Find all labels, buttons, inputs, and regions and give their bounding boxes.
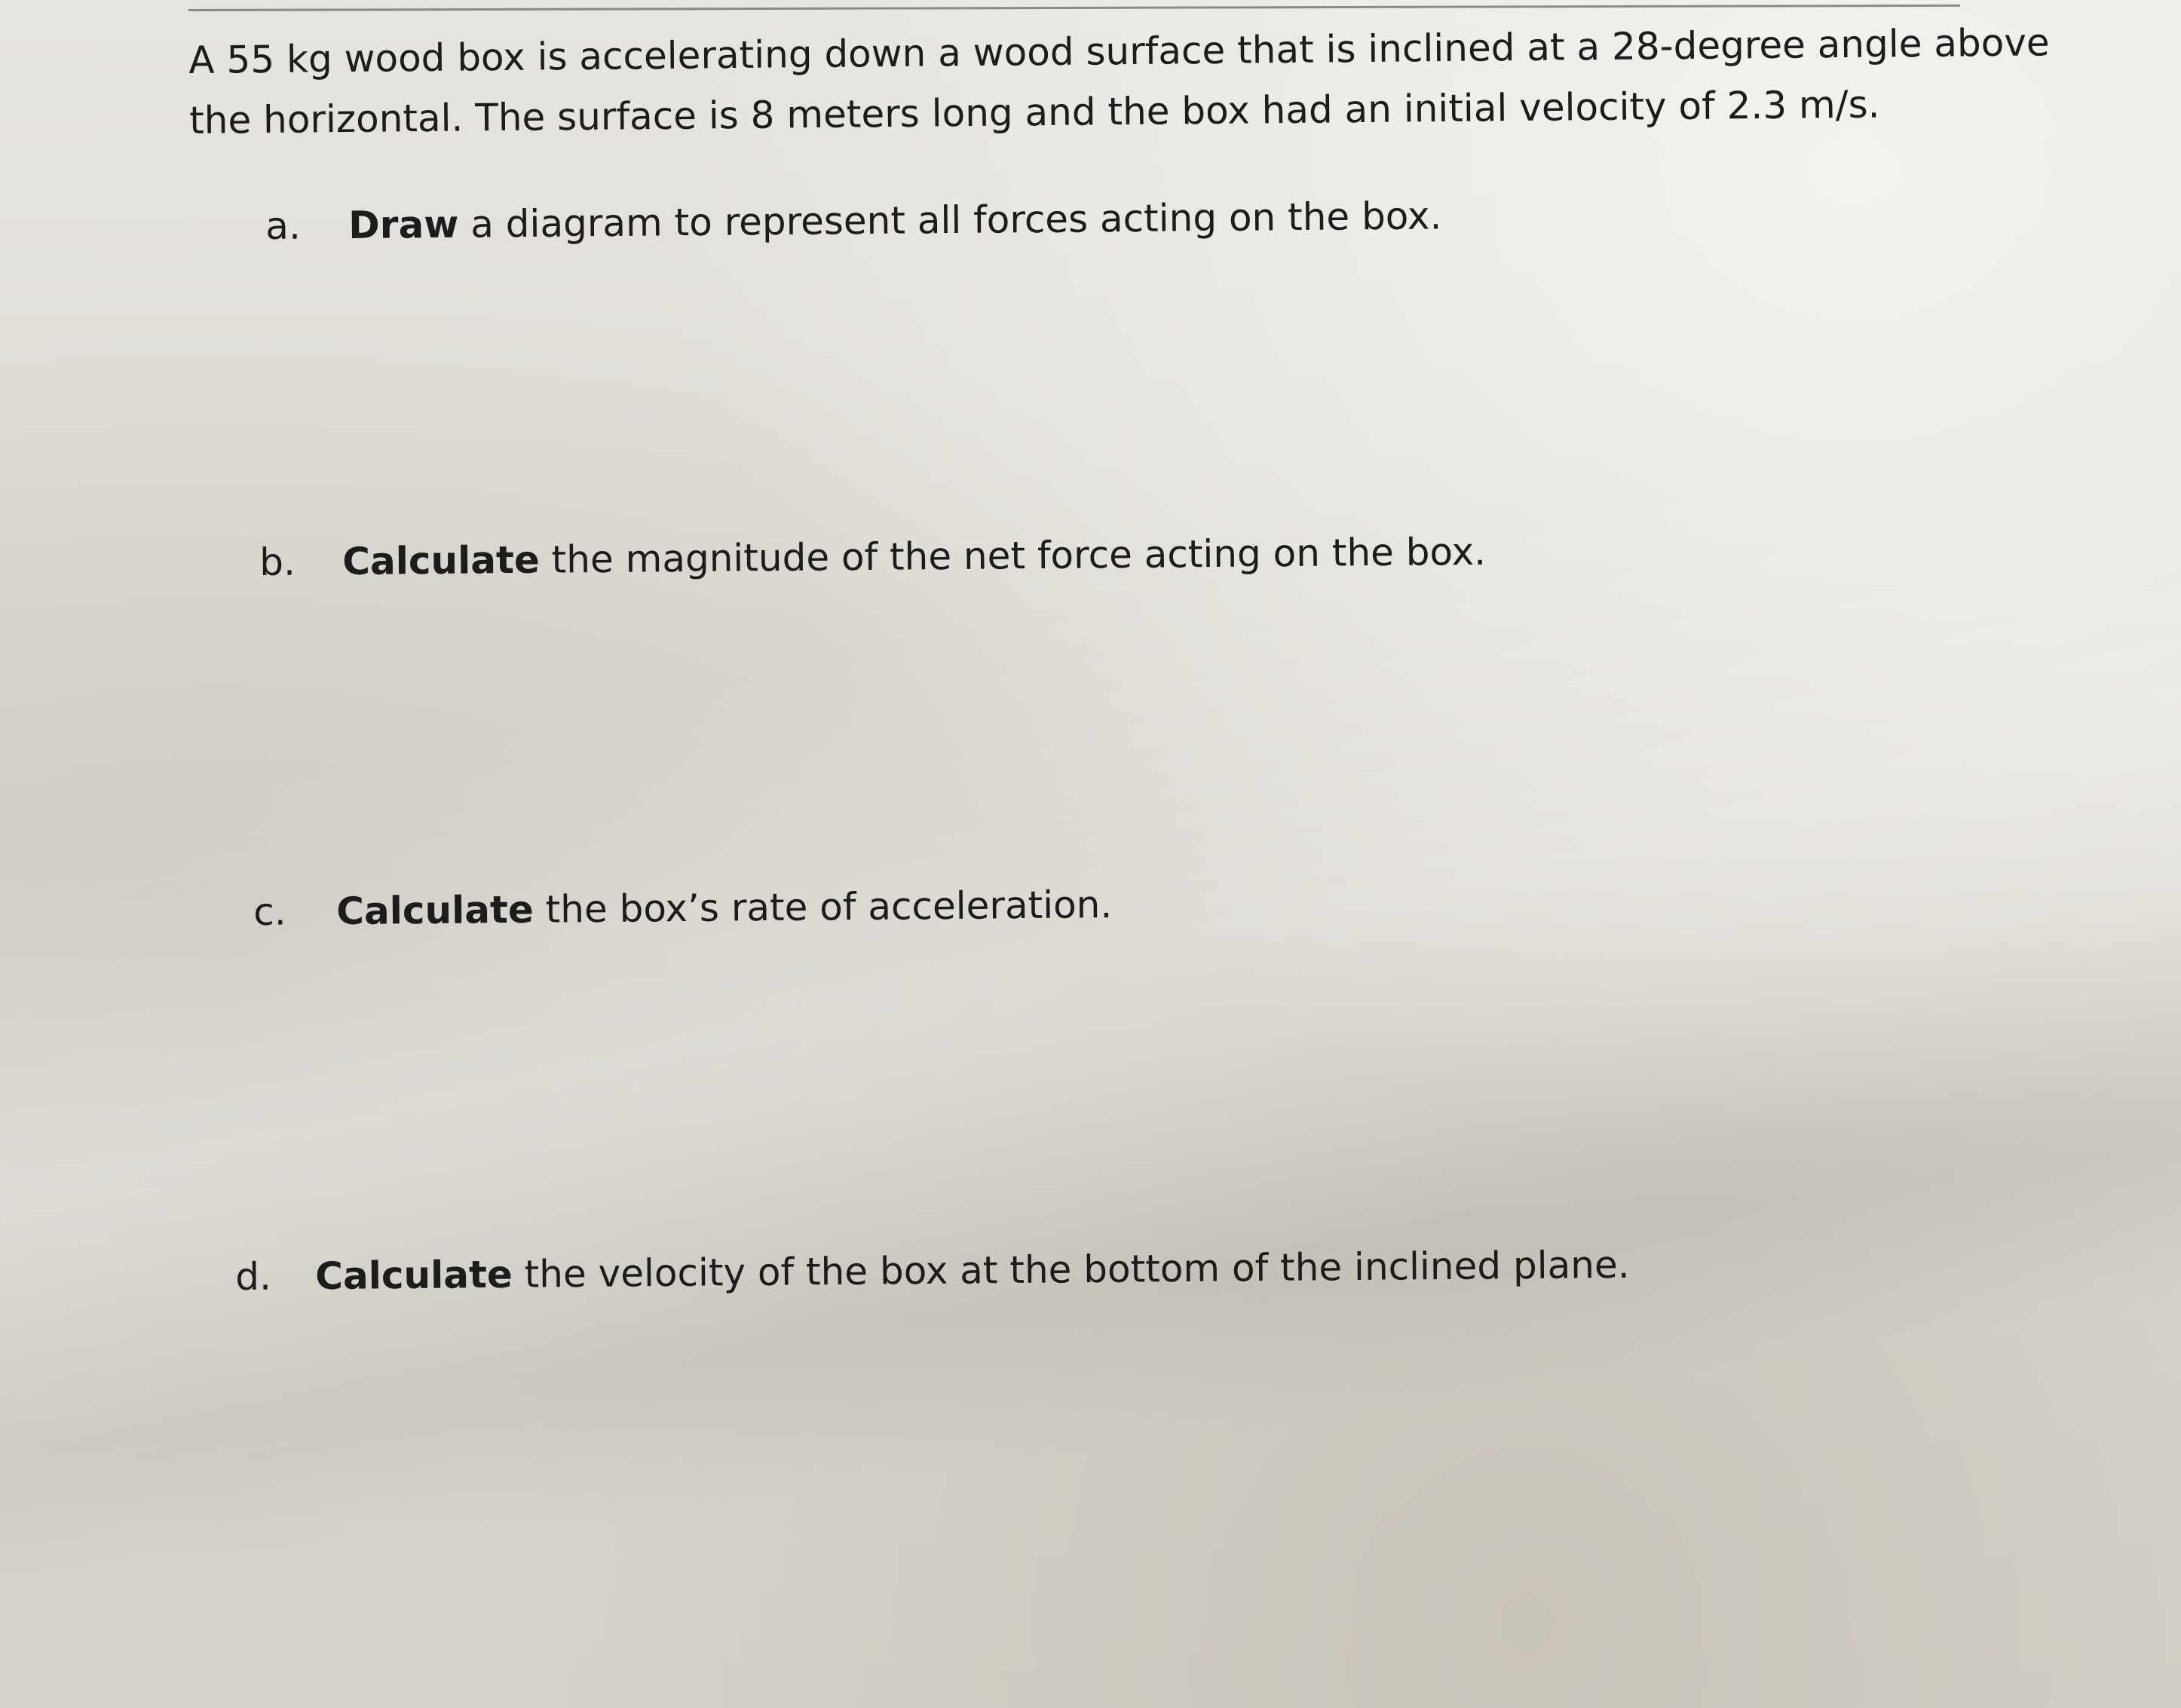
question-d xyxy=(235,1241,1630,1301)
question-text: a diagram to represent all forces acting on the box. xyxy=(458,194,1442,246)
top-rule-line xyxy=(188,5,1960,11)
question-b xyxy=(259,528,1486,586)
question-verb: Draw xyxy=(348,202,459,248)
question-text: the magnitude of the net force acting on the box. xyxy=(539,529,1487,582)
question-text: the velocity of the box at the bottom of the inclined plane. xyxy=(512,1242,1630,1296)
question-text: the box’s rate of acceleration. xyxy=(533,883,1113,932)
question-letter: a. xyxy=(265,204,302,248)
question-verb: Calculate xyxy=(315,1252,513,1299)
question-letter: c. xyxy=(253,889,286,934)
question-verb: Calculate xyxy=(342,537,541,584)
question-letter: b. xyxy=(259,540,296,584)
question-c xyxy=(253,880,1113,936)
question-a xyxy=(265,191,1442,250)
question-letter: d. xyxy=(235,1254,272,1299)
question-verb: Calculate xyxy=(336,887,535,934)
problem-statement: A 55 kg wood box is accelerating down a wood surface that is inclined at a 28-degree angle above the horizontal. The surface is 8 meters long and the box had an initial velocity of 2.3 m/s. xyxy=(188,20,2050,142)
